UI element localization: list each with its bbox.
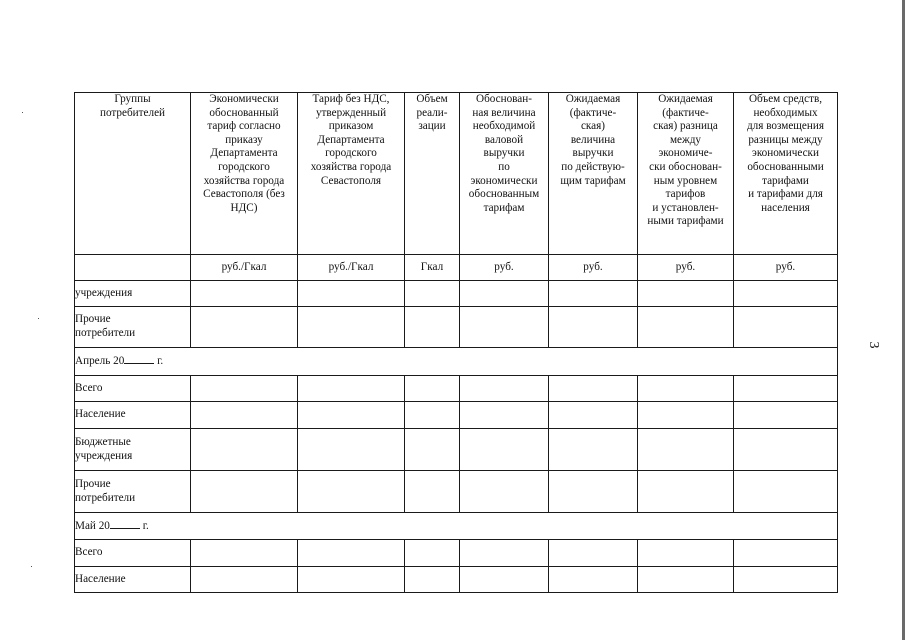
data-cell[interactable] [460,281,549,307]
data-cell[interactable] [638,281,734,307]
data-cell[interactable] [191,540,298,567]
data-cell[interactable] [191,281,298,307]
data-cell[interactable] [549,429,638,471]
data-cell[interactable] [298,402,405,429]
header-text: Ожидаемая (фактиче- ская) величина выручки по действую- щим тарифам [560,93,626,187]
data-cell[interactable] [734,540,838,567]
data-cell[interactable] [549,471,638,513]
data-cell[interactable] [191,567,298,593]
row-label-text: Всего [75,546,103,559]
data-cell[interactable] [298,376,405,402]
data-cell[interactable] [460,540,549,567]
data-cell[interactable] [549,281,638,307]
data-cell[interactable] [191,376,298,402]
row-label [75,429,191,471]
units-row [75,255,838,281]
tariff-table [74,92,838,593]
data-cell[interactable] [191,402,298,429]
blank-year-line[interactable] [124,354,154,364]
section-suffix: г. [154,355,164,368]
row-label-text: Всего [75,381,103,394]
header-cell-economic-tariff [191,93,298,255]
row-label-text: Прочие потребители [75,477,136,504]
unit-cell: Гкал [405,255,460,281]
data-cell[interactable] [191,429,298,471]
table-row [75,567,838,593]
data-cell[interactable] [191,307,298,348]
data-cell[interactable] [734,567,838,593]
unit-cell: руб. [460,255,549,281]
page-number: 3 [866,341,881,349]
data-cell[interactable] [405,402,460,429]
unit-cell: руб. [549,255,638,281]
header-text: Группы потребителей [99,93,166,119]
data-cell[interactable] [405,376,460,402]
section-heading [75,513,838,540]
data-cell[interactable] [549,307,638,348]
data-cell[interactable] [638,402,734,429]
data-cell[interactable] [638,540,734,567]
row-label-text: Бюджетные учреждения [75,435,133,462]
unit-cell: руб./Гкал [298,255,405,281]
data-cell[interactable] [549,376,638,402]
data-cell[interactable] [638,376,734,402]
data-cell[interactable] [405,567,460,593]
data-cell[interactable] [549,402,638,429]
data-cell[interactable] [734,429,838,471]
row-label-text: учреждения [75,286,133,299]
data-cell[interactable] [405,540,460,567]
data-cell[interactable] [460,429,549,471]
scan-speck [31,566,32,567]
data-cell[interactable] [638,471,734,513]
data-cell[interactable] [298,567,405,593]
data-cell[interactable] [298,307,405,348]
header-cell-approved-tariff [298,93,405,255]
data-cell[interactable] [298,471,405,513]
data-cell[interactable] [549,540,638,567]
table-row [75,307,838,348]
data-cell[interactable] [460,402,549,429]
row-label-text: Прочие потребители [75,313,136,339]
header-cell-volume [405,93,460,255]
row-label [75,402,191,429]
table-row [75,402,838,429]
section-suffix: г. [139,519,149,532]
section-row-april [75,348,838,376]
section-prefix: Май 20 [75,519,110,532]
table-row [75,429,838,471]
table-row [75,471,838,513]
unit-cell: руб./Гкал [191,255,298,281]
unit-cell [75,255,191,281]
header-text: Экономически обоснованный тариф согласно приказу Департамента городского хозяйства города Севастополя (без НДС) [203,93,285,214]
data-cell[interactable] [405,307,460,348]
data-cell[interactable] [460,376,549,402]
row-label [75,307,191,348]
data-cell[interactable] [298,429,405,471]
data-cell[interactable] [298,540,405,567]
header-row [75,93,838,255]
data-cell[interactable] [405,429,460,471]
data-cell[interactable] [638,307,734,348]
data-cell[interactable] [549,567,638,593]
header-text: Ожидаемая (фактиче- ская) разница между экономиче- ски обоснован- ным уровнем тарифов и установлен- ными тарифами [647,93,724,228]
row-label-text: Население [75,408,126,421]
row-label [75,471,191,513]
row-label [75,376,191,402]
header-cell-expected-difference [638,93,734,255]
unit-cell: руб. [734,255,838,281]
data-cell[interactable] [734,471,838,513]
data-cell[interactable] [638,429,734,471]
section-row-may [75,513,838,540]
data-cell[interactable] [734,307,838,348]
row-label [75,567,191,593]
data-cell[interactable] [734,402,838,429]
data-cell[interactable] [191,471,298,513]
header-text: Объем средств, необходимых для возмещения разницы между экономически обоснованными тарифами и тарифами для населения [746,93,825,214]
table-row [75,376,838,402]
data-cell[interactable] [405,471,460,513]
unit-cell: руб. [638,255,734,281]
table-row [75,281,838,307]
table-row [75,540,838,567]
header-cell-expected-revenue [549,93,638,255]
data-cell[interactable] [460,307,549,348]
blank-year-line[interactable] [110,519,140,529]
data-cell[interactable] [460,471,549,513]
header-cell-consumer-groups [75,93,191,255]
data-cell[interactable] [734,281,838,307]
scan-speck [22,112,23,113]
section-prefix: Апрель 20 [75,355,125,368]
row-label [75,281,191,307]
row-label [75,540,191,567]
scan-speck [38,318,39,319]
data-cell[interactable] [298,281,405,307]
data-cell[interactable] [638,567,734,593]
header-cell-justified-revenue [460,93,549,255]
header-text: Тариф без НДС, утвержденный приказом Департамента городского хозяйства города Севастополя [310,93,392,187]
data-cell[interactable] [405,281,460,307]
data-cell[interactable] [734,376,838,402]
section-heading [75,348,838,376]
header-text: Обоснован- ная величина необходимой валовой выручки по экономически обоснованным тарифам [468,93,540,214]
header-cell-compensation-funds [734,93,838,255]
row-label-text: Население [75,572,126,585]
header-text: Объем реали- зации [416,93,448,133]
data-cell[interactable] [460,567,549,593]
